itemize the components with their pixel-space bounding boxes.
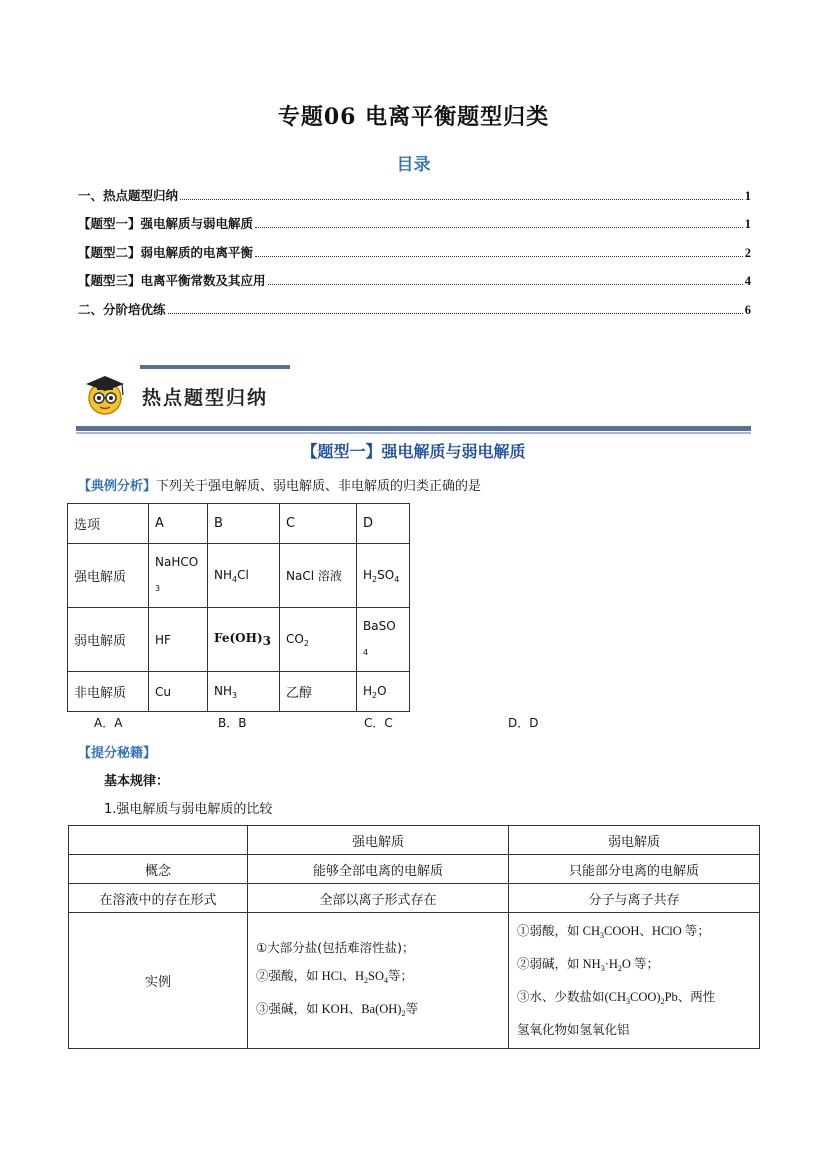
choice-table xyxy=(67,503,410,712)
formula-text: O xyxy=(377,683,387,698)
toc-item[interactable] xyxy=(78,243,751,261)
formula-text: H xyxy=(363,683,373,698)
banner-title: 热点题型归纳 xyxy=(142,387,269,409)
formula-text: Cl xyxy=(237,567,249,582)
toc-item[interactable] xyxy=(78,271,751,289)
toc-item-label: 【题型三】电离平衡常数及其应用 xyxy=(78,273,266,288)
example-tag: 【典例分析】 xyxy=(78,479,157,494)
banner-underline-thin xyxy=(76,432,751,434)
table-row xyxy=(68,608,410,672)
table-cell: Cu xyxy=(149,672,208,712)
formula-subscript: 3 xyxy=(232,690,238,700)
toc-item-page: 1 xyxy=(744,217,751,231)
formula-text: NaHCO xyxy=(155,555,199,569)
table-cell xyxy=(208,544,280,608)
example-line: ②弱碱，如 $NH_3\cdot H_2O$ 等； xyxy=(517,957,660,973)
scholar-mascot-icon xyxy=(82,371,128,417)
row-label: 弱电解质 xyxy=(68,608,149,672)
toc-item-label: 二、分阶培优练 xyxy=(78,302,166,317)
table-row xyxy=(69,913,760,1049)
table-header: A xyxy=(149,504,208,544)
section-title: 【题型一】强电解质与弱电解质 xyxy=(301,442,526,461)
basic-rule-label: 基本规律： xyxy=(104,774,170,789)
toc-item-page: 6 xyxy=(744,303,751,317)
option-b[interactable]: B．B xyxy=(218,716,247,730)
example-line: ③水、少数盐如$(CH_3COO)_2Pb$、两性 xyxy=(517,990,716,1006)
comparison-title: 1.强电解质与弱电解质的比较 xyxy=(104,802,273,817)
toc-heading: 目录 xyxy=(396,155,431,175)
table-row xyxy=(68,672,410,712)
table-header: 弱电解质 xyxy=(509,826,760,855)
table-header: D xyxy=(357,504,410,544)
comparison-table xyxy=(68,825,760,1049)
toc-item[interactable] xyxy=(78,186,751,204)
table-cell xyxy=(208,608,280,672)
table-cell: 全部以离子形式存在 xyxy=(248,884,509,913)
table-cell xyxy=(357,544,410,608)
table-row xyxy=(69,855,760,884)
table-cell: NaCl 溶液 xyxy=(280,544,357,608)
table-cell xyxy=(248,913,509,1049)
formula-text: NH xyxy=(214,567,232,582)
table-row xyxy=(68,504,410,544)
example-line: ③强碱，如 KOH、$Ba(OH)_2$等 xyxy=(256,1000,418,1018)
formula-text: SO xyxy=(377,567,395,582)
row-label: 在溶液中的存在形式 xyxy=(69,884,248,913)
banner-underline xyxy=(76,426,751,431)
formula-subscript: 4 xyxy=(363,648,369,657)
option-a[interactable]: A．A xyxy=(94,716,123,730)
formula-text: NH xyxy=(214,683,232,698)
table-cell: HF xyxy=(149,608,208,672)
table-cell: 乙醇 xyxy=(280,672,357,712)
toc-item-label: 【题型二】弱电解质的电离平衡 xyxy=(78,245,254,260)
example-question xyxy=(78,475,481,494)
table-row xyxy=(69,884,760,913)
formula-text: CO xyxy=(286,631,304,646)
tips-heading: 【提分秘籍】 xyxy=(78,746,157,761)
table-cell xyxy=(357,608,410,672)
table-cell: 分子与离子共存 xyxy=(509,884,760,913)
table-cell xyxy=(208,672,280,712)
example-question-text: 下列关于强电解质、弱电解质、非电解质的归类正确的是 xyxy=(156,479,482,494)
formula-subscript: 2 xyxy=(372,690,378,700)
row-label: 非电解质 xyxy=(68,672,149,712)
formula-subscript: 4 xyxy=(232,574,238,584)
row-label: 概念 xyxy=(69,855,248,884)
toc-leader-dots xyxy=(255,256,743,257)
toc-item[interactable] xyxy=(78,300,751,318)
example-line: ①弱酸，如 $CH_3COOH$、HClO 等； xyxy=(517,924,710,940)
formula-text: H xyxy=(363,567,373,582)
toc-item-page: 1 xyxy=(744,189,751,203)
row-label: 强电解质 xyxy=(68,544,149,608)
example-line: 氢氧化物如氢氧化铝 xyxy=(517,1022,630,1037)
option-c[interactable]: C．C xyxy=(364,716,393,730)
formula-subscript: 2 xyxy=(372,574,378,584)
formula-subscript: 3 xyxy=(155,584,161,593)
table-header: 选项 xyxy=(68,504,149,544)
formula-text: Fe(OH) xyxy=(214,631,263,645)
toc-item[interactable] xyxy=(78,214,751,232)
table-header: B xyxy=(208,504,280,544)
table-header: C xyxy=(280,504,357,544)
option-d[interactable]: D．D xyxy=(508,716,539,730)
table-cell xyxy=(357,672,410,712)
toc-leader-dots xyxy=(168,313,743,314)
page-title: 专题06 电离平衡题型归类 xyxy=(277,104,550,130)
table-cell xyxy=(149,544,208,608)
toc-item-page: 4 xyxy=(744,274,751,288)
toc-leader-dots xyxy=(180,199,743,200)
table-cell: 能够全部电离的电解质 xyxy=(248,855,509,884)
toc-leader-dots xyxy=(268,284,743,285)
toc-leader-dots xyxy=(255,227,743,228)
formula-subscript: 3 xyxy=(262,634,272,648)
table-cell: 只能部分电离的电解质 xyxy=(509,855,760,884)
table-header-empty xyxy=(69,826,248,855)
row-label: 实例 xyxy=(69,913,248,1049)
toc-item-label: 一、热点题型归纳 xyxy=(78,188,179,203)
table-row xyxy=(69,826,760,855)
toc-item-page: 2 xyxy=(744,246,751,260)
table-cell xyxy=(280,608,357,672)
table-row xyxy=(68,544,410,608)
table-header: 强电解质 xyxy=(248,826,509,855)
toc-item-label: 【题型一】强电解质与弱电解质 xyxy=(78,216,254,231)
example-line: ①大部分盐(包括难溶性盐)； xyxy=(256,939,415,955)
answer-options xyxy=(94,714,554,730)
table-cell xyxy=(509,913,760,1049)
formula-subscript: 2 xyxy=(303,638,309,648)
formula-subscript: 4 xyxy=(394,574,400,584)
formula-text: BaSO xyxy=(363,619,396,633)
example-line: ②强酸，如 HCl、$H_2SO_4$等； xyxy=(256,967,413,985)
banner-top-bar xyxy=(140,365,290,369)
